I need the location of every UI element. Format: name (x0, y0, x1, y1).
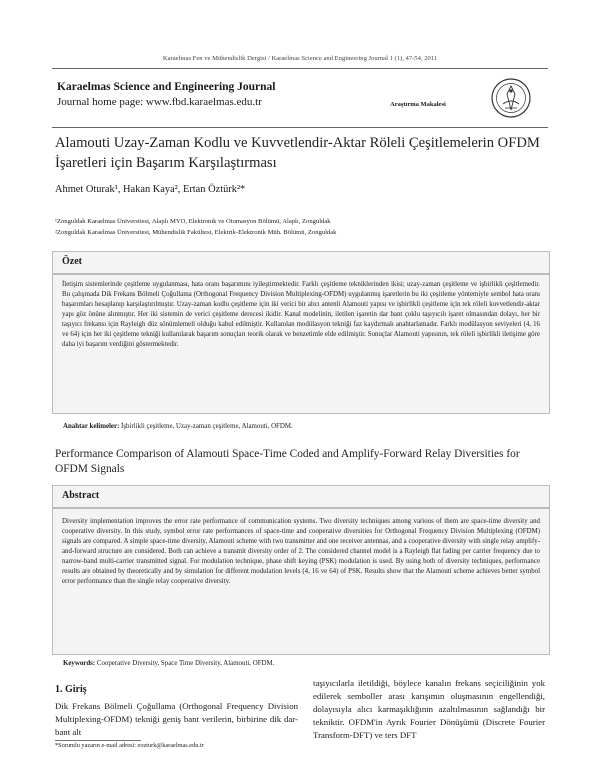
ozet-heading: Özet (62, 256, 82, 267)
footnote: *Sorumlu yazarın e-mail adresi: eozturk@karaelmas.edu.tr (55, 742, 204, 749)
keywords-tr-values: İşbirlikli çeşitleme, Uzay-zaman çeşitleme, Alamouti, OFDM. (119, 423, 293, 430)
abstract-text: Diversity implementation improves the error rate performance of communication systems. Two diversity techniques among various of them are space-time diversity and cooperative diversity. In this study, symbol error rate performances of space-time and cooperative diversities for Orthogonal Frequency Division Multiplexing (OFDM) signals are compared. A simple space-time diversity, Alamouti scheme with two transmitter and one receiver antennas, and a cooperative diversity with single relay amplify-and-forward structure are considered. Both can achieve a transmit diversity order of 2. The considered channel model is a Rayleigh flat fading per carrier frequency due to narrow-band multi-carrier transmitted signal. For modulation technique, phase shift keying (PSK) modulation is used. By using both of diversity techniques, performance results are obtained by theoretically and by simulation for different modulation levels (4, 16 ve 64) of PSK. Results show that the Alamouti scheme achieves better symbol error performance than the single relay cooperative diversity. (62, 518, 540, 585)
paper-title-tr: Alamouti Uzay-Zaman Kodlu ve Kuvvetlendir-Aktar Röleli Çeşitlemelerin OFDM İşaretleri için Başarım Karşılaştırması (55, 135, 540, 171)
ozet-text: İletişim sistemlerinde çeşitleme uygulanması, hata oranı başarımını iyileştirmektedir. Farklı çeşitleme tekniklerinden ikisi; uzay-zaman çeşitleme ve işbirlikli çeşitlemedir. Bu çalışmada Dik Frekans Bölmeli Çoğullama (Orthogonal Frequency Division Multiplexing-OFDM) uygulanmış işaretlerin bu iki çeşitleme yöntemiyle sembol hata oranı başarımları hesaplanıp karşılaştırılmıştır. Uzay-zaman kodlu çeşitleme için iki verici bir alıcı antenli Alamouti yapısı ve işbirlikli çeşitleme için tek röleli kuvvetlendir-aktar yapı göz önüne alınmıştır. Her iki sistemin de verici çeşitleme derecesi ikidir. Kanal modelinin, iletilen işaretin dar bant çoklu taşıyıcılı işaret olmasından dolayı, her bir taşıyıcı frekansı için Rayleigh düz sönümlemeli olduğu kabul edilmiştir. Kullanılan modülasyon tekniği faz kaydırmalı anahtarlamadır. Farklı modülasyon seviyeleri (4, 16 ve 64) için her iki çeşitleme tekniği kullanılarak başarım sonuçları teorik olarak ve benzetimle elde edilmiştir. Sonuçlar Alamouti yapısının, tek röleli işbirlikli iletişime göre daha iyi başarım verdiğini göstermektedir. (62, 281, 540, 348)
body-text-left-column: Dik Frekans Bölmeli Çoğullama (Orthogonal Frequency Division Multiplexing-OFDM) tekniği geniş bant verilerin, birbirine dik dar-bant alt (55, 701, 298, 737)
keywords-en (63, 660, 274, 667)
ozet-body (52, 274, 550, 414)
paper-title-en: Performance Comparison of Alamouti Space-Time Coded and Amplify-Forward Relay Diversities for OFDM Signals (55, 448, 520, 475)
article-type: Araştırma Makalesi (390, 101, 446, 108)
abstract-heading: Abstract (62, 490, 100, 501)
journal-name: Karaelmas Science and Engineering Journal (57, 81, 276, 93)
journal-home-page[interactable]: Journal home page: www.fbd.karaelmas.edu.tr (57, 96, 262, 108)
keywords-en-values: Cooperative Diversity, Space Time Diversity, Alamouti, OFDM. (95, 660, 275, 667)
body-text-right-column: taşıyıcılarla iletildiği, böylece kanalın frekans seçiciliğinin yok edilerek semboller arası karışımın oluşmasının engellendiği, dolayısıyla alıcı karmaşıklığının azaltılmasının sağlandığı bir tekniktir. OFDM'in Ayrık Fourier Dönüşümü (Discrete Fourier Transform-DFT) ve ters DFT (313, 678, 545, 740)
university-seal-icon (490, 74, 532, 122)
ozet-header (52, 251, 550, 274)
running-head: Karaelmas Fen ve Mühendislik Dergisi / Karaelmas Science and Engineering Journal 1 (1), 47-54, 2011 (162, 55, 438, 62)
affiliation-1: ¹Zonguldak Karaelmas Üniversitesi, Alaplı MYO, Elektronik ve Otomasyon Bölümü, Alaplı, Zonguldak (55, 218, 331, 225)
keywords-tr-label: Anahtar kelimeler: (63, 423, 120, 430)
keywords-en-label: Keywords: (63, 660, 96, 667)
section-heading-giris: 1. Giriş (55, 684, 87, 695)
footnote-rule (55, 740, 141, 741)
abstract-body (52, 508, 550, 655)
keywords-tr (63, 423, 293, 430)
authors: Ahmet Oturak¹, Hakan Kaya², Ertan Öztürk²* (55, 184, 246, 195)
abstract-header (52, 485, 550, 508)
affiliation-2: ²Zonguldak Karaelmas Üniversitesi, Mühendislik Fakültesi, Elektrik-Elektronik Müh. Bölümü, Zonguldak (55, 229, 337, 236)
